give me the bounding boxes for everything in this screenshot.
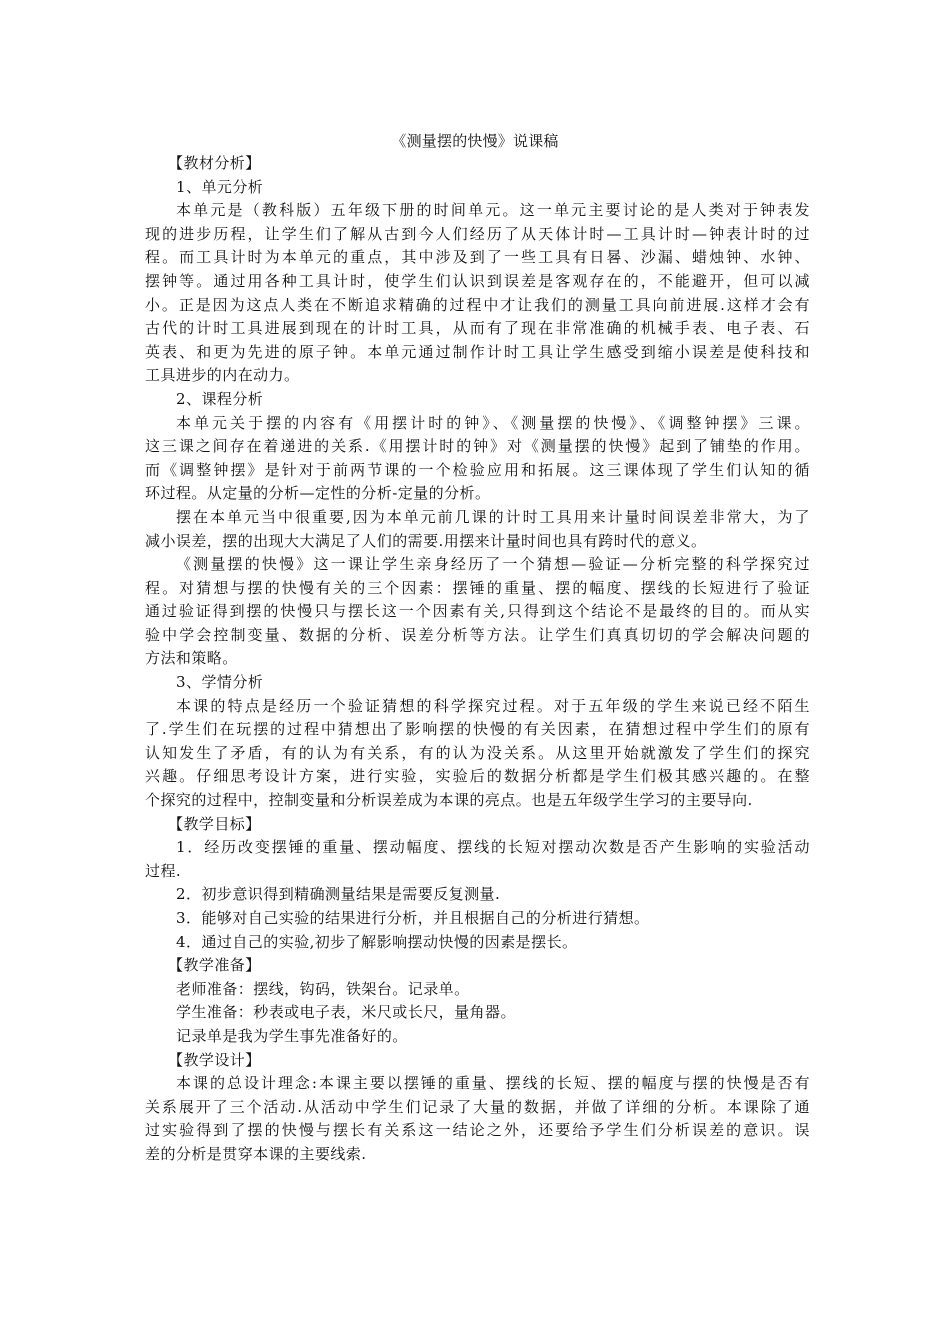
paragraph-course-3 bbox=[145, 553, 810, 671]
subheading-course: 2、课程分析 bbox=[176, 389, 264, 408]
document-body bbox=[145, 152, 810, 1167]
paragraph-line: 这三课之间存在着递进的关系.《用摆计时的钟》对《测量摆的快慢》起到了铺垫的作用。 bbox=[145, 437, 810, 456]
section-heading-prep: 【教学准备】 bbox=[168, 956, 261, 975]
paragraph-learner bbox=[145, 695, 810, 813]
paragraph-line: 环过程。从定量的分析—定性的分析-定量的分析。 bbox=[145, 484, 491, 503]
paragraph-line: 本课的特点是经历一个验证猜想的科学探究过程。对于五年级的学生来说已经不陌生 bbox=[176, 696, 810, 715]
paragraph-line: 了.学生们在玩摆的过程中猜想出了影响摆的快慢的有关因素，在猜想过程中学生们的原有 bbox=[145, 720, 810, 739]
paragraph-line: 方法和策略。 bbox=[145, 649, 238, 668]
paragraph-line: 本课的总设计理念:本课主要以摆锤的重量、摆线的长短、摆的幅度与摆的快慢是否有 bbox=[176, 1074, 810, 1093]
paragraph-line: 古代的计时工具进展到现在的计时工具，从而有了现在非常准确的机械手表、电子表、石 bbox=[145, 319, 810, 338]
paragraph-line: 程。而工具计时为本单元的重点，其中涉及到了一些工具有日晷、沙漏、蜡烛钟、水钟、 bbox=[145, 248, 810, 267]
paragraph-line: 减小误差，摆的出现大大满足了人们的需要.用摆来计量时间也具有跨时代的意义。 bbox=[145, 531, 707, 550]
paragraph-line: 《测量摆的快慢》这一课让学生亲身经历了一个猜想—验证—分析完整的科学探究过 bbox=[176, 555, 810, 574]
subheading-learner: 3、学情分析 bbox=[176, 673, 264, 692]
paragraph-line: 关系展开了三个活动.从活动中学生们记录了大量的数据，并做了详细的分析。本课除了通 bbox=[145, 1097, 810, 1116]
goal-item-4: 4．通过自己的实验,初步了解影响摆动快慢的因素是摆长。 bbox=[176, 932, 578, 951]
paragraph-line: 程。对猜想与摆的快慢有关的三个因素：摆锤的重量、摆的幅度、摆线的长短进行了验证 bbox=[145, 578, 810, 597]
section-heading-goals: 【教学目标】 bbox=[168, 814, 261, 833]
paragraph-unit bbox=[145, 199, 810, 388]
paragraph-course-1 bbox=[145, 412, 810, 506]
paragraph-line: 现的进步历程，让学生们了解从古到今人们经历了从天体计时—工具计时—钟表计时的过 bbox=[145, 224, 810, 243]
paragraph-line: 英表、和更为先进的原子钟。本单元通过制作计时工具让学生感受到缩小误差是使科技和 bbox=[145, 342, 810, 361]
goal-item-2: 2．初步意识得到精确测量结果是需要反复测量. bbox=[176, 885, 501, 904]
paragraph-line: 1．经历改变摆锤的重量、摆动幅度、摆线的长短对摆动次数是否产生影响的实验活动 bbox=[176, 838, 810, 857]
paragraph-line: 验中学会控制变量、数据的分析、误差分析等方法。让学生们真真切切的学会解决问题的 bbox=[145, 625, 810, 644]
prep-student: 学生准备：秒表或电子表，米尺或长尺，量角器。 bbox=[176, 1003, 516, 1022]
paragraph-line: 小。正是因为这点人类在不断追求精确的过程中才让我们的测量工具向前进展.这样才会有 bbox=[145, 295, 810, 314]
paragraph-line: 工具进步的内在动力。 bbox=[145, 366, 300, 385]
paragraph-line: 过实验得到了摆的快慢与摆长有关系这一结论之外，还要给予学生们分析误差的意识。误 bbox=[145, 1121, 810, 1140]
paragraph-line: 本单元是（教科版）五年级下册的时间单元。这一单元主要讨论的是人类对于钟表发 bbox=[176, 201, 810, 220]
goal-item-1 bbox=[145, 836, 810, 883]
paragraph-line: 摆钟等。通过用各种工具计时，使学生们认识到误差是客观存在的，不能避开，但可以减 bbox=[145, 271, 810, 290]
paragraph-line: 个探究的过程中，控制变量和分析误差成为本课的亮点。也是五年级学生学习的主要导向. bbox=[145, 791, 753, 810]
paragraph-line: 通过验证得到摆的快慢只与摆长这一个因素有关,只得到这个结论不是最终的目的。而从实 bbox=[145, 602, 810, 621]
paragraph-line: 本单元关于摆的内容有《用摆计时的钟》、《测量摆的快慢》、《调整钟摆》三课。 bbox=[176, 413, 810, 432]
paragraph-line: 过程. bbox=[145, 861, 182, 880]
section-heading-design: 【教学设计】 bbox=[168, 1050, 261, 1069]
paragraph-line: 认知发生了矛盾，有的认为有关系，有的认为没关系。从这里开始就激发了学生们的探究 bbox=[145, 743, 810, 762]
subheading-unit: 1、单元分析 bbox=[176, 177, 264, 196]
section-heading-material: 【教材分析】 bbox=[168, 154, 261, 172]
document-title: 《测量摆的快慢》说课稿 bbox=[391, 132, 559, 150]
prep-note: 记录单是我为学生事先准备好的。 bbox=[176, 1026, 408, 1045]
paragraph-line: 摆在本单元当中很重要,因为本单元前几课的计时工具用来计量时间误差非常大，为了 bbox=[176, 507, 810, 526]
paragraph-line: 差的分析是贯穿本课的主要线索. bbox=[145, 1144, 367, 1163]
paragraph-line: 兴趣。仔细思考设计方案，进行实验，实验后的数据分析都是学生们极其感兴趣的。在整 bbox=[145, 767, 810, 786]
prep-teacher: 老师准备：摆线，钩码，铁架台。记录单。 bbox=[176, 979, 470, 998]
paragraph-line: 而《调整钟摆》是针对于前两节课的一个检验应用和拓展。这三课体现了学生们认知的循 bbox=[145, 460, 810, 479]
paragraph-design bbox=[145, 1072, 810, 1166]
paragraph-course-2 bbox=[145, 506, 810, 553]
goal-item-3: 3．能够对自己实验的结果进行分析，并且根据自己的分析进行猜想。 bbox=[176, 909, 650, 927]
